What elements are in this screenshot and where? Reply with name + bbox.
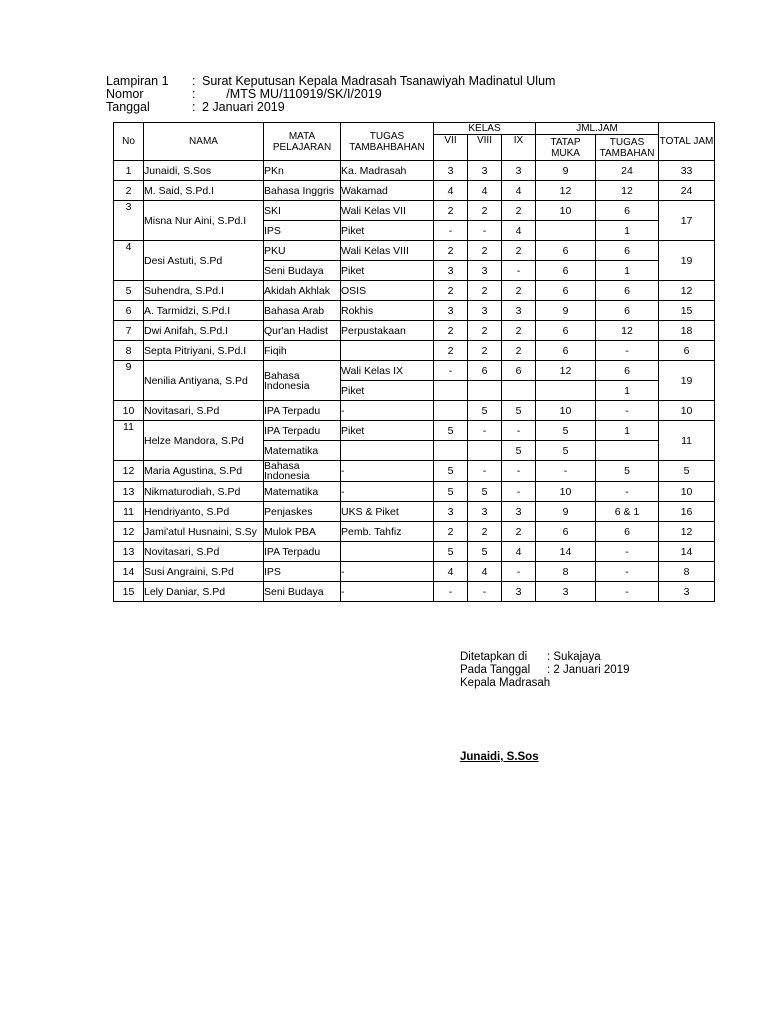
cell-tatap-muka: 12 [536,361,596,381]
cell-tatap-muka: - [536,461,596,482]
cell-kelas-vii: 2 [434,321,468,341]
header-jml-jam: JML.JAM [536,123,659,135]
cell-total-jam: 19 [659,241,715,281]
cell-tugas-tambahan-jam: 6 [596,522,659,542]
cell-tugas-tambahan-jam: - [596,562,659,582]
cell-mata-pelajaran: IPA Terpadu [264,401,341,421]
header-total-jam: TOTAL JAM [659,123,715,161]
cell-kelas-vii: 2 [434,281,468,301]
cell-no: 10 [114,401,144,421]
cell-tatap-muka [536,381,596,401]
cell-total-jam: 6 [659,341,715,361]
cell-tugas-tambahan: - [341,562,434,582]
cell-no: 5 [114,281,144,301]
cell-tatap-muka: 6 [536,241,596,261]
cell-tugas-tambahan-jam: - [596,542,659,562]
cell-nama: Junaidi, S.Sos [144,161,264,181]
cell-no: 9 [114,361,144,401]
cell-kelas-vii: 2 [434,522,468,542]
cell-mata-pelajaran: IPS [264,562,341,582]
cell-kelas-vii: 2 [434,241,468,261]
cell-nama: Maria Agustina, S.Pd [144,461,264,482]
jabatan: Kepala Madrasah [460,677,551,689]
cell-tugas-tambahan-jam: - [596,582,659,602]
pada-tanggal-line [460,664,629,677]
cell-kelas-ix: 6 [502,361,536,381]
cell-kelas-ix: 3 [502,301,536,321]
table-row [114,321,715,341]
cell-kelas-viii: 3 [468,161,502,181]
table-row [114,181,715,201]
cell-tatap-muka: 10 [536,201,596,221]
cell-kelas-viii: 4 [468,181,502,201]
cell-tatap-muka: 9 [536,161,596,181]
nomor-line [106,88,555,101]
cell-kelas-ix: 2 [502,522,536,542]
cell-kelas-vii: 5 [434,482,468,502]
cell-mata-pelajaran: Seni Budaya [264,582,341,602]
cell-kelas-viii: 3 [468,301,502,321]
cell-mata-pelajaran: IPS [264,221,341,241]
cell-kelas-viii: 2 [468,522,502,542]
tanggal-label: Tanggal [106,100,150,114]
cell-total-jam: 10 [659,401,715,421]
cell-kelas-vii: 5 [434,421,468,441]
header-mata-pelajaran: MATA PELAJARAN [264,123,341,161]
cell-nama: Suhendra, S.Pd.I [144,281,264,301]
cell-total-jam: 15 [659,301,715,321]
cell-tatap-muka: 5 [536,441,596,461]
cell-tatap-muka: 10 [536,401,596,421]
cell-tatap-muka: 9 [536,502,596,522]
cell-tugas-tambahan-jam: - [596,482,659,502]
cell-kelas-vii [434,381,468,401]
table-row [114,161,715,181]
cell-nama: M. Said, S.Pd.I [144,181,264,201]
header-tatap-muka: TATAP MUKA [536,135,596,161]
cell-kelas-ix [502,381,536,401]
cell-kelas-vii: 4 [434,181,468,201]
cell-no: 7 [114,321,144,341]
cell-tatap-muka: 5 [536,421,596,441]
cell-no: 4 [114,241,144,281]
cell-tugas-tambahan: OSIS [341,281,434,301]
cell-kelas-viii: 2 [468,321,502,341]
signer-name: Junaidi, S.Sos [460,751,539,763]
table-row [114,542,715,562]
cell-total-jam: 19 [659,361,715,401]
cell-tugas-tambahan-jam: - [596,401,659,421]
cell-tugas-tambahan: Perpustakaan [341,321,434,341]
colon: : [192,100,196,114]
cell-tugas-tambahan [341,441,434,461]
cell-kelas-ix: 5 [502,441,536,461]
cell-kelas-viii: 5 [468,542,502,562]
cell-no: 13 [114,542,144,562]
cell-tatap-muka [536,221,596,241]
document-header [106,75,555,114]
cell-no: 12 [114,461,144,482]
cell-no: 15 [114,582,144,602]
cell-kelas-vii: 3 [434,301,468,321]
cell-tugas-tambahan-jam: 6 & 1 [596,502,659,522]
cell-total-jam: 10 [659,482,715,502]
cell-mata-pelajaran: Fiqih [264,341,341,361]
cell-kelas-ix: 2 [502,341,536,361]
cell-kelas-ix: 4 [502,181,536,201]
tanggal-value: 2 Januari 2019 [202,100,285,114]
cell-nama: Susi Angraini, S.Pd [144,562,264,582]
colon: : [192,87,196,101]
cell-kelas-ix: 3 [502,582,536,602]
cell-kelas-viii: - [468,421,502,441]
cell-kelas-ix: - [502,261,536,281]
cell-tugas-tambahan: Piket [341,221,434,241]
cell-tugas-tambahan-jam: 6 [596,301,659,321]
cell-mata-pelajaran: Akidah Akhlak [264,281,341,301]
table-row [114,461,715,482]
cell-mata-pelajaran: SKI [264,201,341,221]
ditetapkan-label: Ditetapkan di [460,651,528,663]
cell-no: 1 [114,161,144,181]
cell-kelas-vii [434,401,468,421]
header-kelas: KELAS [434,123,536,135]
cell-mata-pelajaran: Bahasa Indonesia [264,361,341,401]
header-tugas-tambahan-jam: TUGAS TAMBAHAN [596,135,659,161]
cell-tugas-tambahan: Wali Kelas VIII [341,241,434,261]
cell-no: 11 [114,502,144,522]
cell-nama: Helze Mandora, S.Pd [144,421,264,461]
cell-kelas-ix: 4 [502,542,536,562]
cell-nama: Novitasari, S.Pd [144,542,264,562]
cell-mata-pelajaran: Bahasa Inggris [264,181,341,201]
cell-total-jam: 12 [659,281,715,301]
cell-kelas-vii: 4 [434,562,468,582]
cell-kelas-vii [434,441,468,461]
cell-tugas-tambahan-jam: 6 [596,281,659,301]
cell-tatap-muka: 8 [536,562,596,582]
table-row [114,281,715,301]
cell-kelas-vii: - [434,361,468,381]
cell-kelas-ix: - [502,482,536,502]
cell-mata-pelajaran: IPA Terpadu [264,542,341,562]
table-row [114,421,715,441]
lampiran-value: Surat Keputusan Kepala Madrasah Tsanawiyah Madinatul Ulum [202,74,556,88]
cell-tatap-muka: 10 [536,482,596,502]
cell-tatap-muka: 6 [536,261,596,281]
table-row [114,522,715,542]
cell-mata-pelajaran: Matematika [264,441,341,461]
cell-mata-pelajaran: Qur'an Hadist [264,321,341,341]
cell-kelas-ix: - [502,562,536,582]
cell-kelas-viii: 5 [468,401,502,421]
cell-tatap-muka: 6 [536,281,596,301]
cell-tugas-tambahan-jam: 6 [596,201,659,221]
cell-total-jam: 5 [659,461,715,482]
cell-tugas-tambahan-jam: 24 [596,161,659,181]
signature-block [460,651,629,690]
cell-kelas-ix: 2 [502,321,536,341]
table-row [114,241,715,261]
cell-kelas-viii: 3 [468,261,502,281]
cell-no: 8 [114,341,144,361]
cell-tugas-tambahan-jam: 1 [596,261,659,281]
cell-nama: Desi Astuti, S.Pd [144,241,264,281]
cell-total-jam: 24 [659,181,715,201]
cell-mata-pelajaran: Seni Budaya [264,261,341,281]
cell-tugas-tambahan: Piket [341,421,434,441]
cell-kelas-ix: 3 [502,502,536,522]
cell-nama: Lely Daniar, S.Pd [144,582,264,602]
cell-total-jam: 14 [659,542,715,562]
cell-no: 6 [114,301,144,321]
cell-kelas-ix: 5 [502,401,536,421]
cell-kelas-vii: - [434,582,468,602]
cell-tatap-muka: 6 [536,321,596,341]
header-no: No [114,123,144,161]
cell-nama: Hendriyanto, S.Pd [144,502,264,522]
table-row [114,502,715,522]
cell-nama: Novitasari, S.Pd [144,401,264,421]
tanggal-line [106,101,555,114]
cell-tugas-tambahan-jam: 1 [596,421,659,441]
cell-kelas-ix: 2 [502,281,536,301]
cell-tugas-tambahan-jam: 1 [596,221,659,241]
table-row [114,201,715,221]
table-row [114,341,715,361]
cell-tugas-tambahan [341,341,434,361]
cell-tugas-tambahan-jam [596,441,659,461]
cell-total-jam: 8 [659,562,715,582]
header-vii: VII [434,135,468,161]
cell-kelas-vii: 5 [434,542,468,562]
cell-kelas-vii: 3 [434,261,468,281]
cell-tatap-muka: 14 [536,542,596,562]
table-row [114,482,715,502]
cell-tugas-tambahan: Piket [341,381,434,401]
pada-tanggal-value: : 2 Januari 2019 [547,664,630,676]
header-ix: IX [502,135,536,161]
cell-mata-pelajaran: Penjaskes [264,502,341,522]
cell-tugas-tambahan: Wakamad [341,181,434,201]
cell-kelas-viii: - [468,582,502,602]
pada-tanggal-label: Pada Tanggal [460,664,531,676]
cell-tugas-tambahan-jam: 12 [596,181,659,201]
table-row [114,301,715,321]
cell-tatap-muka: 6 [536,341,596,361]
cell-mata-pelajaran: Bahasa Arab [264,301,341,321]
teaching-hours-table [113,122,715,602]
cell-total-jam: 3 [659,582,715,602]
cell-kelas-vii: 2 [434,201,468,221]
cell-nama: A. Tarmidzi, S.Pd.I [144,301,264,321]
cell-nama: Misna Nur Aini, S.Pd.I [144,201,264,241]
cell-mata-pelajaran: Bahasa Indonesia [264,461,341,482]
cell-kelas-viii: 2 [468,341,502,361]
cell-kelas-ix: 2 [502,241,536,261]
cell-tugas-tambahan: Ka. Madrasah [341,161,434,181]
cell-tugas-tambahan-jam: 12 [596,321,659,341]
cell-kelas-viii [468,381,502,401]
cell-nama: Nenilia Antiyana, S.Pd [144,361,264,401]
cell-tugas-tambahan: Wali Kelas VII [341,201,434,221]
cell-nama: Nikmaturodiah, S.Pd [144,482,264,502]
cell-kelas-viii: - [468,461,502,482]
table-row [114,562,715,582]
cell-kelas-ix: - [502,461,536,482]
cell-kelas-viii: 2 [468,281,502,301]
cell-total-jam: 33 [659,161,715,181]
cell-tugas-tambahan-jam: 6 [596,241,659,261]
cell-tugas-tambahan: Pemb. Tahfiz [341,522,434,542]
cell-kelas-vii: 3 [434,161,468,181]
cell-tugas-tambahan: Piket [341,261,434,281]
cell-kelas-viii: 5 [468,482,502,502]
cell-tugas-tambahan: Wali Kelas IX [341,361,434,381]
cell-no: 11 [114,421,144,461]
cell-tugas-tambahan: UKS & Piket [341,502,434,522]
cell-tugas-tambahan: - [341,582,434,602]
cell-kelas-vii: - [434,221,468,241]
cell-tugas-tambahan [341,542,434,562]
nomor-label: Nomor [106,87,144,101]
lampiran-label: Lampiran 1 [106,74,169,88]
table-body [114,161,715,602]
table-row [114,401,715,421]
cell-mata-pelajaran: Mulok PBA [264,522,341,542]
cell-total-jam: 12 [659,522,715,542]
cell-kelas-vii: 2 [434,341,468,361]
cell-kelas-ix: 3 [502,161,536,181]
cell-no: 14 [114,562,144,582]
cell-kelas-vii: 3 [434,502,468,522]
cell-tugas-tambahan: - [341,401,434,421]
cell-tatap-muka: 6 [536,522,596,542]
cell-mata-pelajaran: PKU [264,241,341,261]
cell-no: 12 [114,522,144,542]
table-row [114,361,715,381]
table-row [114,582,715,602]
colon: : [192,74,196,88]
cell-nama: Septa Pitriyani, S.Pd.I [144,341,264,361]
cell-kelas-ix: 4 [502,221,536,241]
cell-nama: Dwi Anifah, S.Pd.I [144,321,264,341]
nomor-value: /MTS MU/110919/SK/I/2019 [202,87,382,101]
cell-kelas-viii: 2 [468,201,502,221]
cell-nama: Jami'atul Husnaini, S.Sy [144,522,264,542]
cell-tugas-tambahan: - [341,461,434,482]
cell-kelas-viii: 4 [468,562,502,582]
cell-tatap-muka: 12 [536,181,596,201]
cell-tugas-tambahan-jam: 1 [596,381,659,401]
cell-kelas-viii [468,441,502,461]
cell-mata-pelajaran: IPA Terpadu [264,421,341,441]
cell-tugas-tambahan-jam: - [596,341,659,361]
cell-kelas-viii: 2 [468,241,502,261]
cell-total-jam: 18 [659,321,715,341]
header-tugas-tambahan: TUGAS TAMBAHBAHAN [341,123,434,161]
ditetapkan-value: : Sukajaya [547,651,601,663]
cell-total-jam: 17 [659,201,715,241]
ditetapkan-line [460,651,629,664]
header-viii: VIII [468,135,502,161]
cell-no: 3 [114,201,144,241]
cell-kelas-ix: - [502,421,536,441]
cell-kelas-vii: 5 [434,461,468,482]
cell-tatap-muka: 9 [536,301,596,321]
cell-kelas-viii: 3 [468,502,502,522]
cell-mata-pelajaran: Matematika [264,482,341,502]
cell-tugas-tambahan-jam: 5 [596,461,659,482]
cell-total-jam: 16 [659,502,715,522]
cell-tugas-tambahan: Rokhis [341,301,434,321]
cell-kelas-ix: 2 [502,201,536,221]
cell-mata-pelajaran: PKn [264,161,341,181]
cell-total-jam: 11 [659,421,715,461]
cell-tatap-muka: 3 [536,582,596,602]
cell-no: 2 [114,181,144,201]
cell-tugas-tambahan: - [341,482,434,502]
cell-tugas-tambahan-jam: 6 [596,361,659,381]
cell-kelas-viii: - [468,221,502,241]
cell-no: 13 [114,482,144,502]
header-nama: NAMA [144,123,264,161]
cell-kelas-viii: 6 [468,361,502,381]
